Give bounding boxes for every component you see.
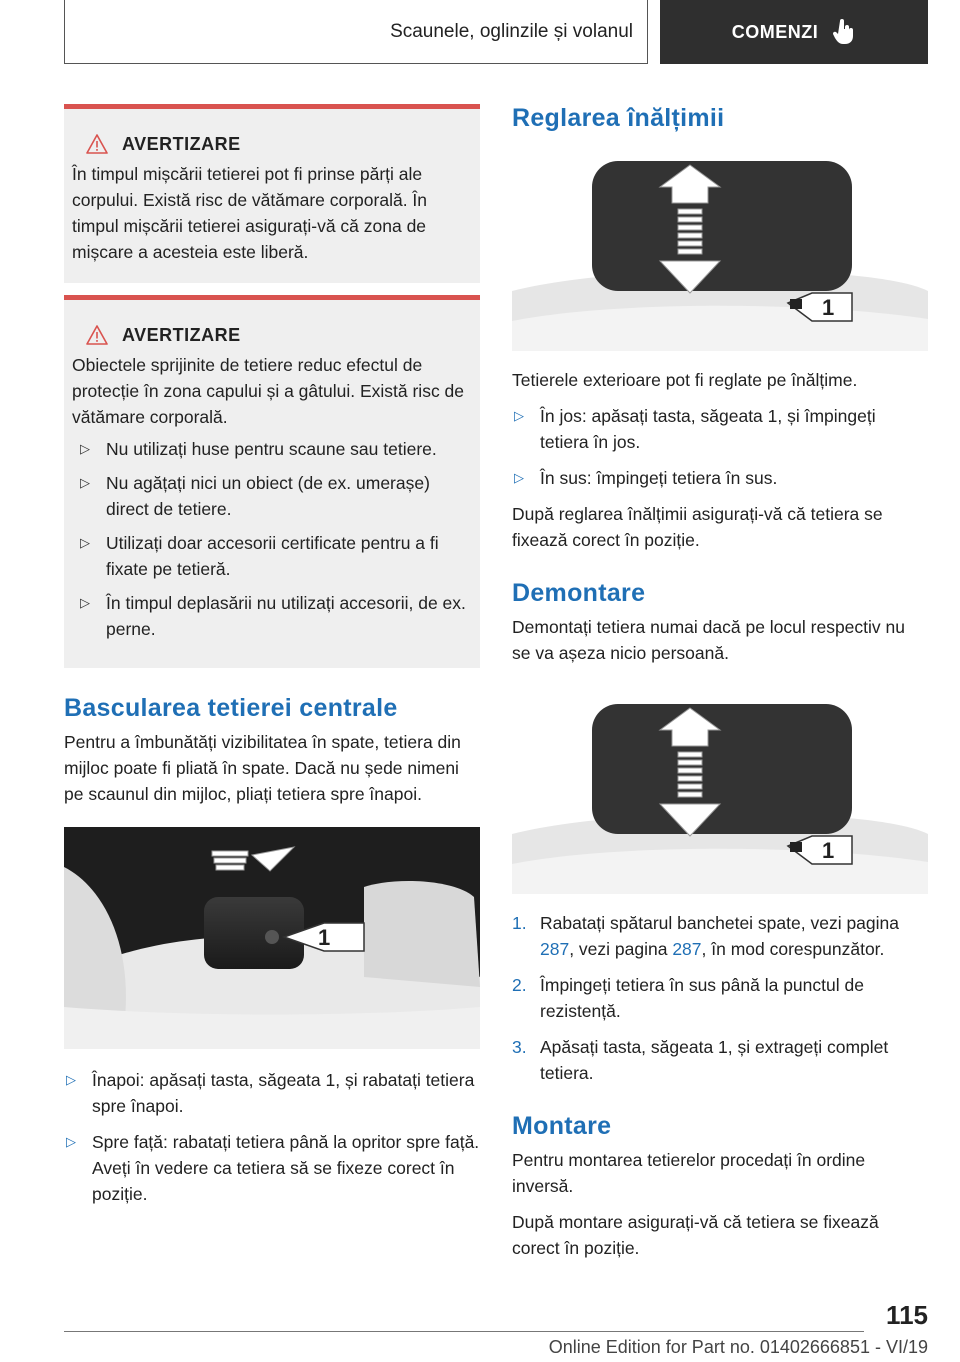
chapter-tab[interactable]: [660, 0, 928, 64]
warning-title: AVERTIZARE: [122, 134, 241, 154]
list-item: 3. Apăsați tasta, săgeata 1, și extrageți complet tetiera.: [512, 1037, 889, 1083]
footer-divider: [64, 1331, 864, 1332]
warning-box: [64, 295, 480, 668]
warning-triangle-icon: [86, 325, 108, 345]
section-title: Scaunele, oglinzile și volanul: [64, 0, 648, 64]
page-link[interactable]: 287: [540, 939, 570, 959]
rear-seat-illustration: [64, 827, 480, 1049]
right-column: [512, 104, 928, 1271]
list-item: ▷ Înapoi: apăsați tasta, săgeata 1, și rabatați tetiera spre înapoi.: [64, 1067, 480, 1119]
list-item: ▷ Nu agățați nici un obiect (de ex. umerașe) direct de tetiere.: [72, 470, 470, 522]
figure-height-adjust: [512, 151, 928, 351]
list-item: ▷ Nu utilizați huse pentru scaune sau tetiere.: [72, 436, 470, 462]
steps-list: [512, 910, 928, 1086]
edition-note: Online Edition for Part no. 01402666851 - VI/19: [548, 1337, 928, 1357]
triangle-bullet-icon: ▷: [80, 441, 90, 456]
paragraph: După reglarea înălțimii asigurați-vă că tetiera se fixează corect în poziție.: [512, 504, 883, 550]
triangle-bullet-icon: ▷: [514, 470, 524, 485]
figure-removal: [512, 694, 928, 894]
paragraph: Tetierele exterioare pot fi reglate pe înălțime.: [512, 370, 858, 390]
section-heading: Montare: [512, 1112, 612, 1140]
page-link[interactable]: 287: [672, 939, 702, 959]
paragraph: Pentru a îmbunătăți vizibilitatea în spate, tetiera din mijloc poate fi pliată în spate. Dacă nu șede nimeni pe scaunul din mijloc, pliați tetiera spre înapoi.: [64, 732, 461, 804]
section-heading: Reglarea înălțimii: [512, 104, 725, 132]
instructions-list: [64, 1067, 480, 1207]
page-number: 115: [886, 1300, 928, 1330]
triangle-bullet-icon: ▷: [80, 475, 90, 490]
figure-fold-headrest: [64, 827, 480, 1049]
section-heading: Bascularea tetierei centrale: [64, 694, 398, 722]
figure-callout-label: 1: [822, 295, 835, 320]
warning-box: [64, 104, 480, 283]
warning-list: [72, 436, 470, 642]
left-column: [64, 104, 480, 1217]
warning-triangle-icon: [86, 134, 108, 154]
paragraph: După montare asigurați-vă că tetiera se fixează corect în poziție.: [512, 1212, 879, 1258]
warning-text: În timpul mișcării tetierei pot fi prinse părți ale corpului. Există risc de vătămare corporală. În timpul mișcării tetierei asigurați-vă că zona de mișcare a acesteia este liberă.: [72, 164, 428, 262]
triangle-bullet-icon: ▷: [80, 535, 90, 550]
paragraph: Pentru montarea tetierelor procedați în ordine inversă.: [512, 1150, 866, 1196]
headrest-height-illustration: [512, 151, 928, 351]
headrest-removal-illustration: [512, 694, 928, 894]
hand-pointer-icon: [832, 19, 856, 45]
triangle-bullet-icon: ▷: [66, 1134, 76, 1149]
figure-callout-label: 1: [318, 925, 331, 950]
list-item: ▷ Spre față: rabatați tetiera până la opritor spre față. Aveți în vedere ca tetiera să se fixeze corect în poziție.: [64, 1129, 480, 1207]
figure-callout-label: 1: [822, 838, 835, 863]
section-heading: Demontare: [512, 579, 646, 607]
list-item: ▷ În jos: apăsați tasta, săgeata 1, și împingeți tetiera în jos.: [512, 403, 928, 455]
list-item: 1. Rabatați spătarul banchetei spate, vezi pagina 287, vezi pagina 287, în mod corespunzător.: [512, 913, 899, 959]
warning-text: Obiectele sprijinite de tetiere reduc efectul de protecție în zona capului și a gâtului. Există risc de vătămare corporală.: [72, 355, 465, 427]
list-item: ▷ În sus: împingeți tetiera în sus.: [512, 465, 928, 491]
paragraph: Demontați tetiera numai dacă pe locul respectiv nu se va așeza nicio persoană.: [512, 617, 905, 663]
list-item: ▷ În timpul deplasării nu utilizați accesorii, de ex. perne.: [72, 590, 470, 642]
warning-title: AVERTIZARE: [122, 325, 241, 345]
instructions-list: [512, 403, 928, 491]
triangle-bullet-icon: ▷: [80, 595, 90, 610]
triangle-bullet-icon: ▷: [514, 408, 524, 423]
list-item: 2. Împingeți tetiera în sus până la punctul de rezistență.: [512, 975, 864, 1021]
list-item: ▷ Utilizați doar accesorii certificate pentru a fi fixate pe tetieră.: [72, 530, 470, 582]
chapter-label: COMENZI: [731, 21, 819, 42]
page-header: [64, 0, 928, 66]
triangle-bullet-icon: ▷: [66, 1072, 76, 1087]
